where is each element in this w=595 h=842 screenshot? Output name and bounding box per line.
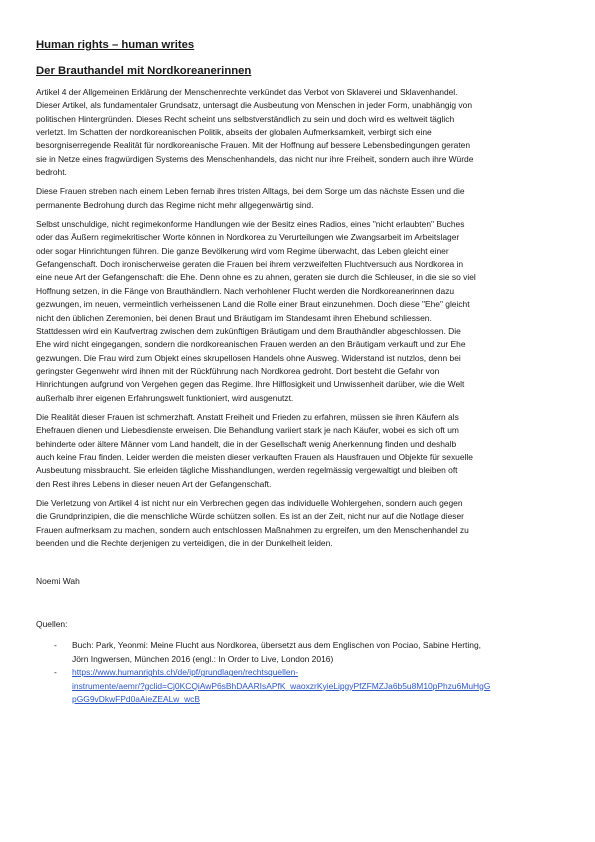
paragraph (36, 218, 560, 405)
text-line: gezwungen, im neuen, vermeintlich verheissenen Land die Rolle einer Braut einzunehmen. Doch diese "Ehe" gleicht (36, 299, 470, 310)
text-line: Ehe wird nicht eingegangen, sondern die nordkoreanischen Frauen werden an den Bräutigam verkauft und zur Ehe (36, 339, 466, 350)
article-body (36, 86, 560, 550)
text-line: oder das Äußern regimekritischer Worte können in Nordkorea zu Verurteilungen wie Zwangsarbeit im Arbeitslager (36, 232, 460, 243)
text-line: verletzt. Im Schatten der nordkoreanischen Politik, abseits der globalen Aufmerksamkeit, verbirgt sich eine (36, 127, 432, 138)
source-link-line[interactable]: instrumente/aemr/?gclid=Cj0KCQiAwP6sBhDAARIsAPfK_waoxzrKyieLipgyPfZFMZJa6b5u8M10pPhzu6MuHgG (72, 680, 491, 691)
document-heading: Human rights – human writes (36, 39, 195, 51)
text-line: Diese Frauen streben nach einem Leben fernab ihres tristen Alltags, bei dem Sorge um das nächste Essen und die (36, 186, 465, 197)
list-item (36, 666, 560, 706)
text-line: gezwungen. Die Frau wird zum Objekt eines skrupellosen Handels ohne Ausweg. Widerstand ist nutzlos, denn bei (36, 352, 461, 363)
text-line: Selbst unschuldige, nicht regimekonforme Handlungen wie der Besitz eines Radios, eines "nicht erlaubten" Buches (36, 219, 465, 230)
text-line: behinderte oder ältere Männer vom Land handelt, die in der Gesellschaft wenig Anerkennung finden und deshalb (36, 438, 457, 449)
paragraph (36, 497, 560, 550)
source-link[interactable] (72, 666, 560, 706)
source-text-line: Buch: Park, Yeonmi: Meine Flucht aus Nordkorea, übersetzt aus dem Englischen von Pociao, Sabine Herting, (72, 640, 481, 651)
paragraph (36, 411, 560, 491)
author-name: Noemi Wah (36, 576, 80, 587)
sources-list (36, 639, 560, 706)
document-page (36, 38, 560, 706)
text-line: Ausbeutung missbraucht. Sie erleiden tägliche Misshandlungen, werden regelmässig vergewaltigt und bleiben oft (36, 465, 458, 476)
text-line: Dieser Artikel, als fundamentaler Grundsatz, untersagt die Ausbeutung von Menschen in jeder Form, unabhängig von (36, 100, 473, 111)
text-line: Frauen aufmerksam zu machen, sondern auch entschlossen Maßnahmen zu ergreifen, um den Menschenhandel zu (36, 524, 469, 535)
paragraph (36, 185, 560, 212)
text-line: Die Verletzung von Artikel 4 ist nicht nur ein Verbrechen gegen das individuelle Wohlergehen, sondern auch gegen (36, 497, 463, 508)
text-line: beenden und die Rechte derjenigen zu verteidigen, die in der Dunkelheit leiden. (36, 538, 333, 548)
text-line: Hinrichtungen aufgrund von Vergehen gegen das Regime. Ihre Hilflosigkeit und Unwissenheit darüber, wie die Welt (36, 379, 465, 390)
text-line: den Rest ihres Lebens in dieser neuen Art der Gefangenschaft. (36, 478, 272, 489)
text-line: bedroht. (36, 167, 67, 178)
paragraph (36, 86, 560, 179)
text-line: Gefangenschaft. Doch ironischerweise geraten die Frauen bei ihrem verzweifelten Fluchtversuch aus Nordkorea in (36, 259, 464, 270)
list-item (36, 639, 560, 666)
text-line: sie in Netze eines fragwürdigen Systems des Menschenhandels, das nicht nur ihre Freiheit, sondern auch ihre Würde (36, 153, 474, 164)
sources-label: Quellen: (36, 619, 68, 630)
text-line: permanente Bedrohung durch das Regime nicht mehr allgegenwärtig sind. (36, 199, 314, 210)
text-line: nicht den üblichen Zeremonien, bei denen Braut und Bräutigam im Standesamt ihren Ehebund schliessen. (36, 312, 432, 323)
list-bullet: - (54, 640, 57, 651)
text-line: außerhalb ihrer eigenen Erfahrungswelt funktioniert, wird ausgenutzt. (36, 392, 294, 403)
text-line: die Grundprinzipien, die die menschliche Würde schützen sollen. Es ist an der Zeit, nicht nur auf die Notlage dieser (36, 511, 464, 522)
source-link-line[interactable]: https://www.humanrights.ch/de/ipf/grundlagen/rechtsquellen- (72, 667, 299, 678)
list-bullet: - (54, 667, 57, 678)
text-line: Ehefrauen dienen und Liebesdienste erweisen. Die Behandlung variiert stark je nach Käufer, wobei es sich oft um (36, 425, 459, 436)
text-line: Artikel 4 der Allgemeinen Erklärung der Menschenrechte verkündet das Verbot von Sklaverei und Sklavenhandel. (36, 87, 458, 97)
text-line: oder sogar Hinrichtungen führen. Die ganze Bevölkerung wird vom Regime überwacht, das Leben gleicht einer (36, 245, 449, 256)
text-line: Die Realität dieser Frauen ist schmerzhaft. Anstatt Freiheit und Frieden zu erfahren, müssen sie ihren Käufern als (36, 411, 459, 422)
text-line: auch keine Frau finden. Leider werden die meisten dieser verkauften Frauen als Hausfrauen und Objekte für sexuelle (36, 451, 473, 462)
text-line: Hoffnung setzen, in die Fänge von Brauthändlern. Nach verhohlener Flucht werden die Nordkoreanerinnen dazu (36, 285, 455, 296)
text-line: eine neue Art der Gefangenschaft: die Ehe. Denn ohne es zu ahnen, geraten sie durch die Schleuser, in die sie so viel (36, 272, 476, 283)
text-line: politischen Hintergründen. Dieses Recht scheint uns selbstverständlich zu sein und doch wird es weltweit täglich (36, 113, 455, 124)
source-text-line: Jörn Ingwersen, München 2016 (engl.: In Order to Live, London 2016) (72, 653, 334, 664)
article-title: Der Brauthandel mit Nordkoreanerinnen (36, 65, 252, 77)
source-link-line[interactable]: pGG9vDkwFPd0aAieZEALw_wcB (72, 693, 201, 704)
text-line: geringster Gegenwehr wird ihnen mit der Rückführung nach Nordkorea gedroht. Dort besteht die Gefahr von (36, 365, 440, 376)
text-line: Stattdessen wird ein Kaufvertrag zwischen dem zukünftigen Bräutigam und dem Brauthändler abgeschlossen. Die (36, 325, 461, 336)
text-line: besorgniserregende Realität für nordkoreanische Frauen. Mit der Hoffnung auf bessere Lebensbedingungen geraten (36, 140, 471, 151)
